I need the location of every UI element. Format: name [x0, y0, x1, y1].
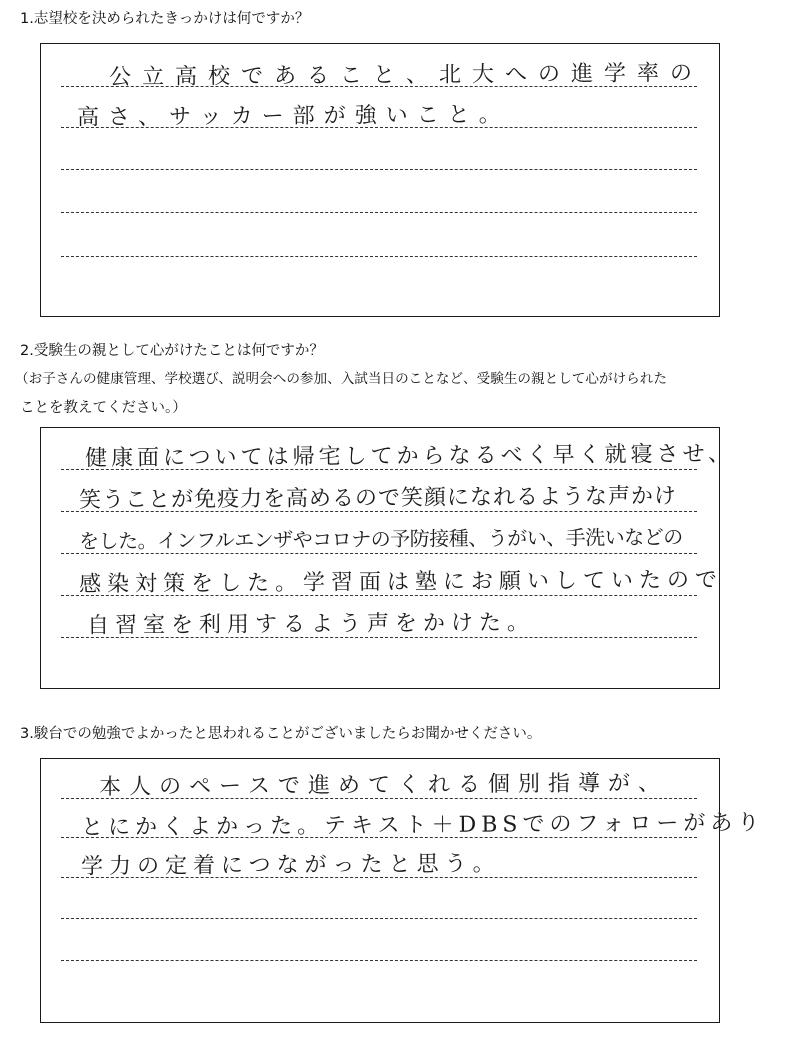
answer-3-line-3: 学力の定着につながったと思う。	[80, 851, 501, 880]
question-2-subtext-line-2: ことを教えてください。）	[20, 400, 187, 416]
answer-box-2	[40, 427, 734, 689]
question-2-title: 2.受験生の親として心がけたことは何ですか？	[20, 343, 324, 359]
answer-1-line-2: 高さ、サッカー部が強いこと。	[76, 102, 510, 131]
answer-2-line-4: 感染対策をした。学習面は塾にお願いしていたので	[78, 567, 724, 598]
answer-box-1	[40, 43, 720, 317]
answer-3-line-1: 本人のペースで進めてくれる個別指導が、	[98, 771, 669, 800]
answer-2-line-3: をした。インフルエンザやコロナの予防接種、うがい、手洗いなどの	[78, 524, 683, 554]
answer-2-line-5: 自習室を利用するよう声をかけた。	[86, 610, 536, 639]
answer-2-line-2: 笑うことが免疫力を高めるので笑顔になれるような声かけ	[78, 483, 678, 514]
question-1-title: 1.志望校を決められたきっかけは何ですか？	[20, 11, 310, 27]
answer-2-line-1: 健康面については帰宅してからなるべく早く就寝させ、	[84, 441, 734, 472]
question-2-subtext-line-1: （お子さんの健康管理、学校選び、説明会への参加、入試当日のことなど、受験生の親として心がけられた	[15, 371, 667, 387]
ruled-line	[61, 169, 697, 170]
ruled-line	[61, 212, 697, 213]
question-3-title: 3.駿台での勉強でよかったと思われることがございましたらお聞かせください。	[20, 726, 542, 742]
answer-3-line-2: とにかくよかった。テキスト＋DBSでのフォローがあり	[80, 810, 765, 841]
answer-1-line-1: 公立高校であること、北大への進学率の	[108, 60, 704, 91]
ruled-line	[61, 256, 697, 257]
ruled-line	[61, 918, 697, 919]
ruled-line	[61, 960, 697, 961]
answer-box-3	[40, 758, 765, 1023]
